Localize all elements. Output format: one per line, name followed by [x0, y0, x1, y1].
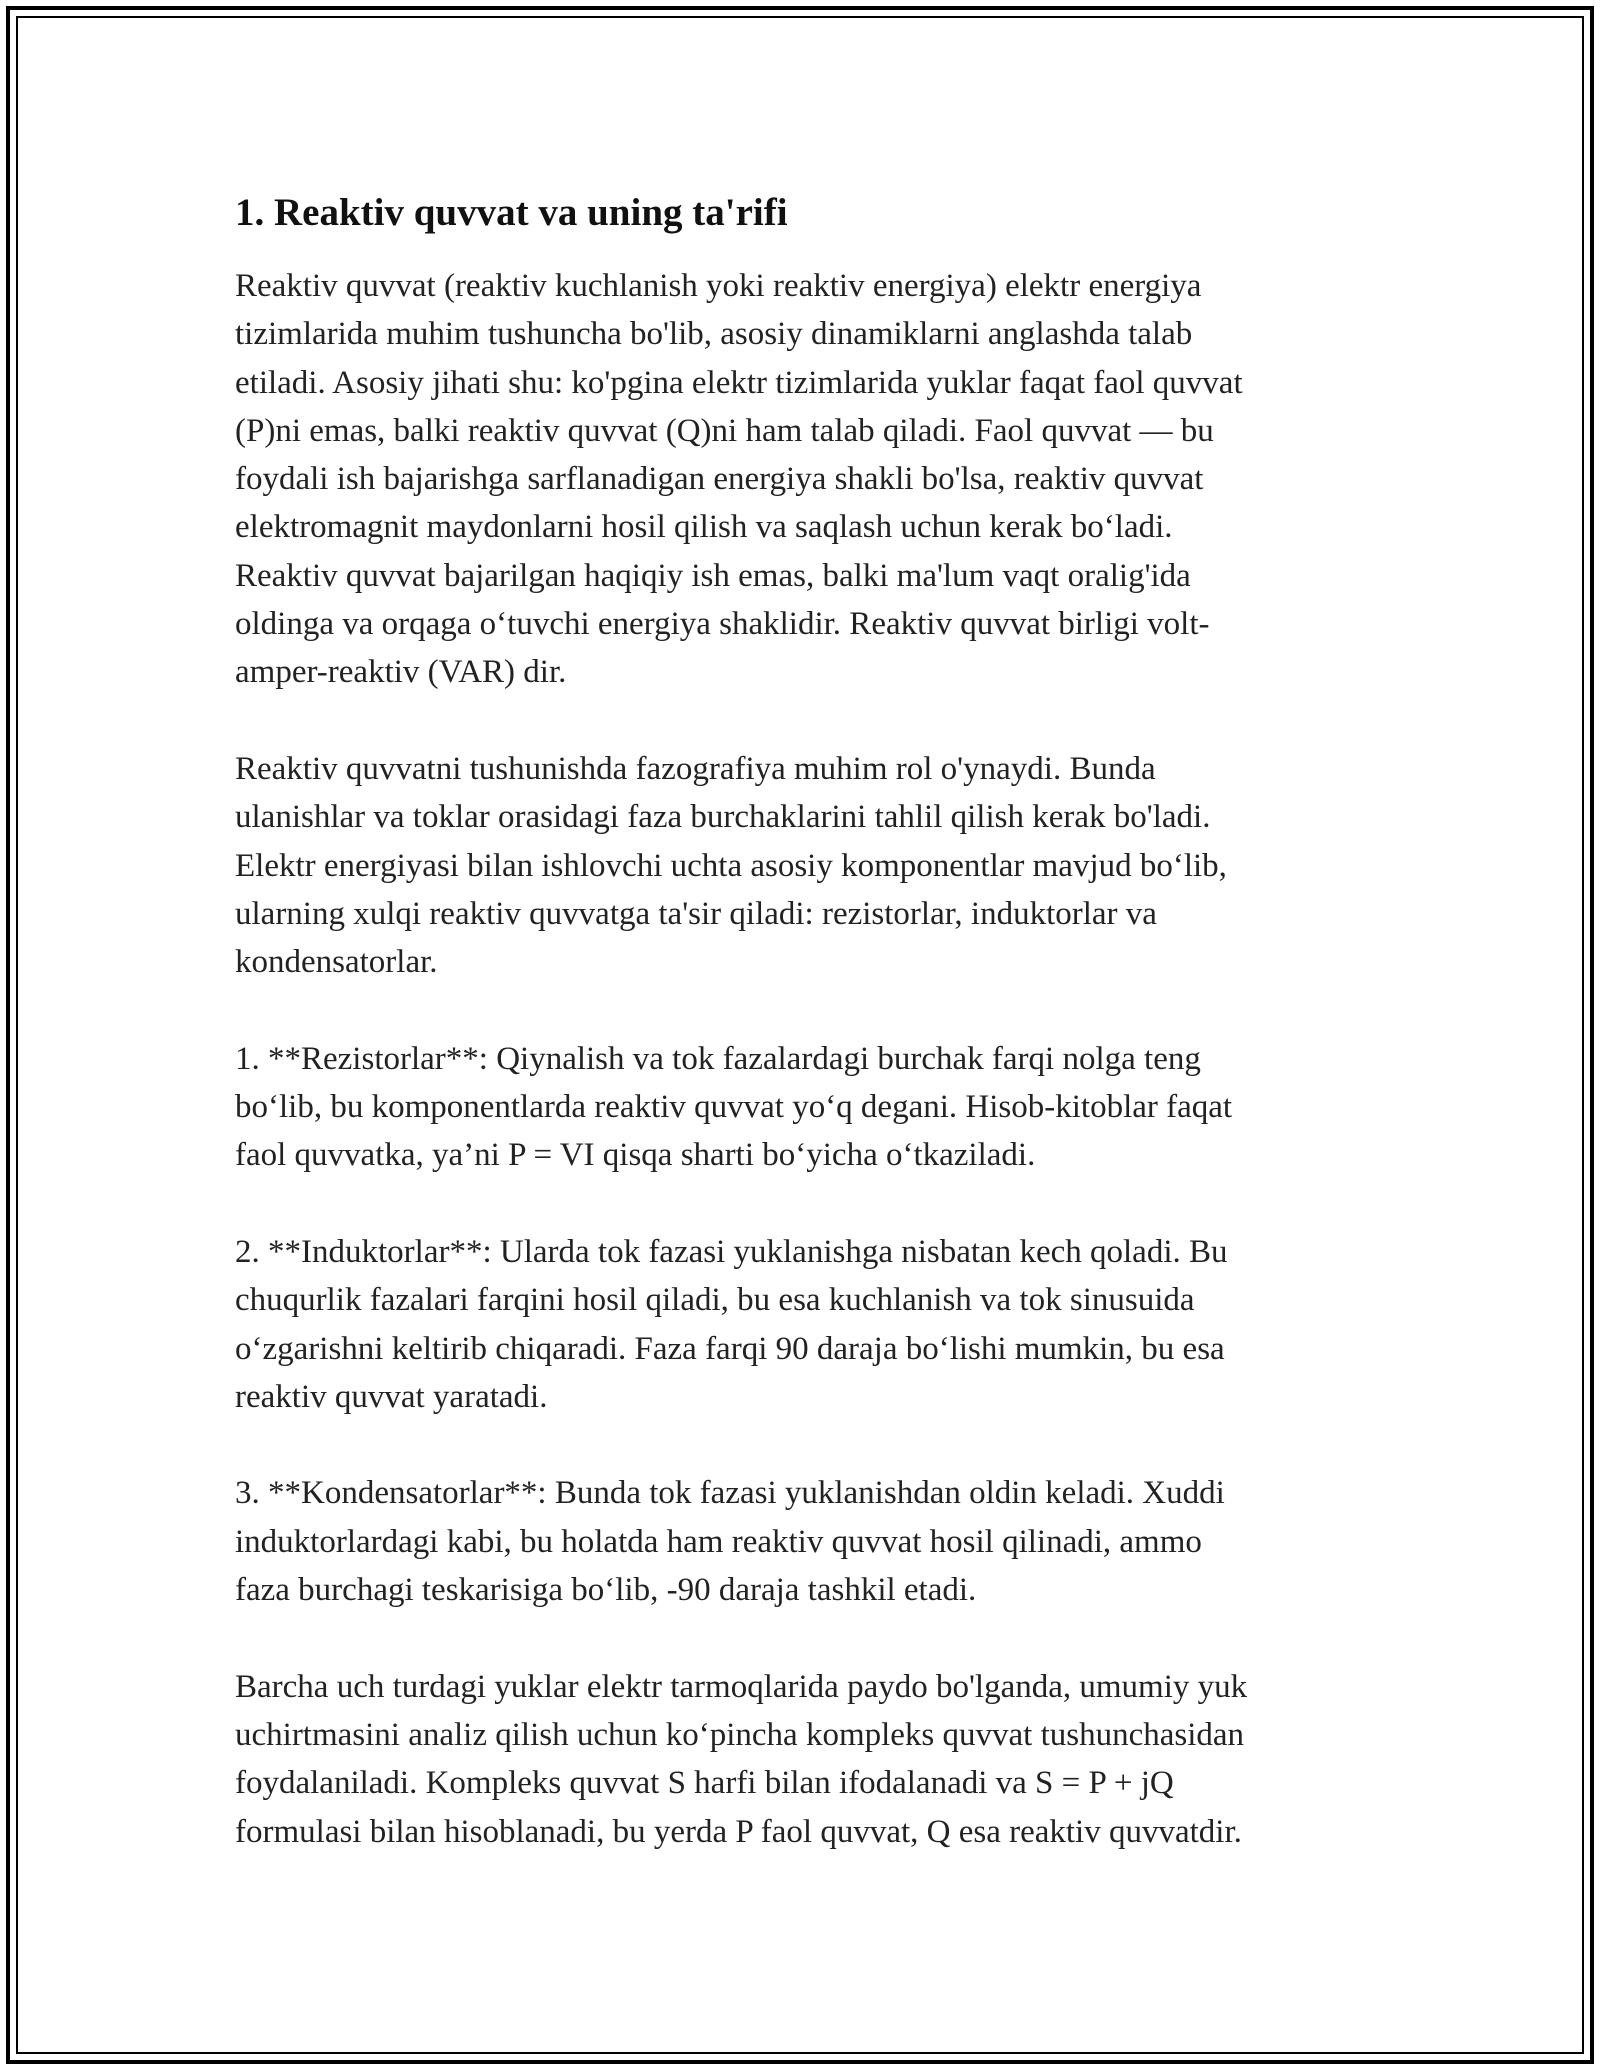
- paragraph-gap: [235, 1180, 1375, 1228]
- paragraph-gap: [235, 986, 1375, 1034]
- paragraph-gap: [235, 697, 1375, 745]
- list-item-resistors: 1. **Rezistorlar**: Qiynalish va tok fazalardagi burchak farqi nolga teng bo‘lib, bu komponentlarda reaktiv quvvat yo‘q degani. Hisob-kitoblar faqat faol quvvatka, ya’ni P = VI qisqa sharti bo‘yicha o‘tkaziladi.: [235, 1040, 1233, 1174]
- paragraph-phase-diagram: Reaktiv quvvatni tushunishda fazografiya muhim rol o'ynaydi. Bunda ulanishlar va toklar orasidagi faza burchaklarini tahlil qilish kerak bo'ladi. Elektr energiyasi bilan ishlovchi uchta asosiy komponentlar mavjud bo‘lib, ularning xulqi reaktiv quvvatga ta'sir qiladi: rezistorlar, induktorlar va kondensatorlar.: [235, 750, 1227, 981]
- list-item-inductors: 2. **Induktorlar**: Ularda tok fazasi yuklanishga nisbatan kech qoladi. Bu chuqurlik fazalari farqini hosil qiladi, bu esa kuchlanish va tok sinusuida o‘zgarishni keltirib chiqaradi. Faza farqi 90 daraja bo‘lishi mumkin, bu esa reaktiv quvvat yaratadi.: [235, 1233, 1228, 1415]
- paragraph-gap: [235, 1614, 1375, 1662]
- paragraph-gap: [235, 1421, 1375, 1469]
- paragraph-complex-power: Barcha uch turdagi yuklar elektr tarmoqlarida paydo bo'lganda, umumiy yuk uchirtmasini analiz qilish uchun ko‘pincha kompleks quvvat tushunchasidan foydalaniladi. Kompleks quvvat S harfi bilan ifodalanadi va S = P + jQ formulasi bilan hisoblanadi, bu yerda P faol quvvat, Q esa reaktiv quvvatdir.: [235, 1668, 1248, 1850]
- list-item-capacitors: 3. **Kondensatorlar**: Bunda tok fazasi yuklanishdan oldin keladi. Xuddi induktorlardagi kabi, bu holatda ham reaktiv quvvat hosil qilinadi, ammo faza burchagi teskarisiga bo‘lib, -90 daraja tashkil etadi.: [235, 1475, 1225, 1609]
- section-heading: 1. Reaktiv quvvat va uning ta'rifi: [235, 191, 788, 234]
- paragraph-definition: Reaktiv quvvat (reaktiv kuchlanish yoki reaktiv energiya) elektr energiya tizimlarida muhim tushuncha bo'lib, asosiy dinamiklarni anglashda talab etiladi. Asosiy jihati shu: ko'pgina elektr tizimlarida yuklar faqat faol quvvat (P)ni emas, balki reaktiv quvvat (Q)ni ham talab qiladi. Faol quvvat — bu foydali ish bajarishga sarflanadigan energiya shakli bo'lsa, reaktiv quvvat elektromagnit maydonlarni hosil qilish va saqlash uchun kerak bo‘ladi. Reaktiv quvvat bajarilgan haqiqiy ish emas, balki ma'lum vaqt oralig'ida oldinga va orqaga o‘tuvchi energiya shaklidir. Reaktiv quvvat birligi volt- amper-reaktiv (VAR) dir.: [235, 268, 1243, 691]
- document-body: [235, 186, 1375, 1856]
